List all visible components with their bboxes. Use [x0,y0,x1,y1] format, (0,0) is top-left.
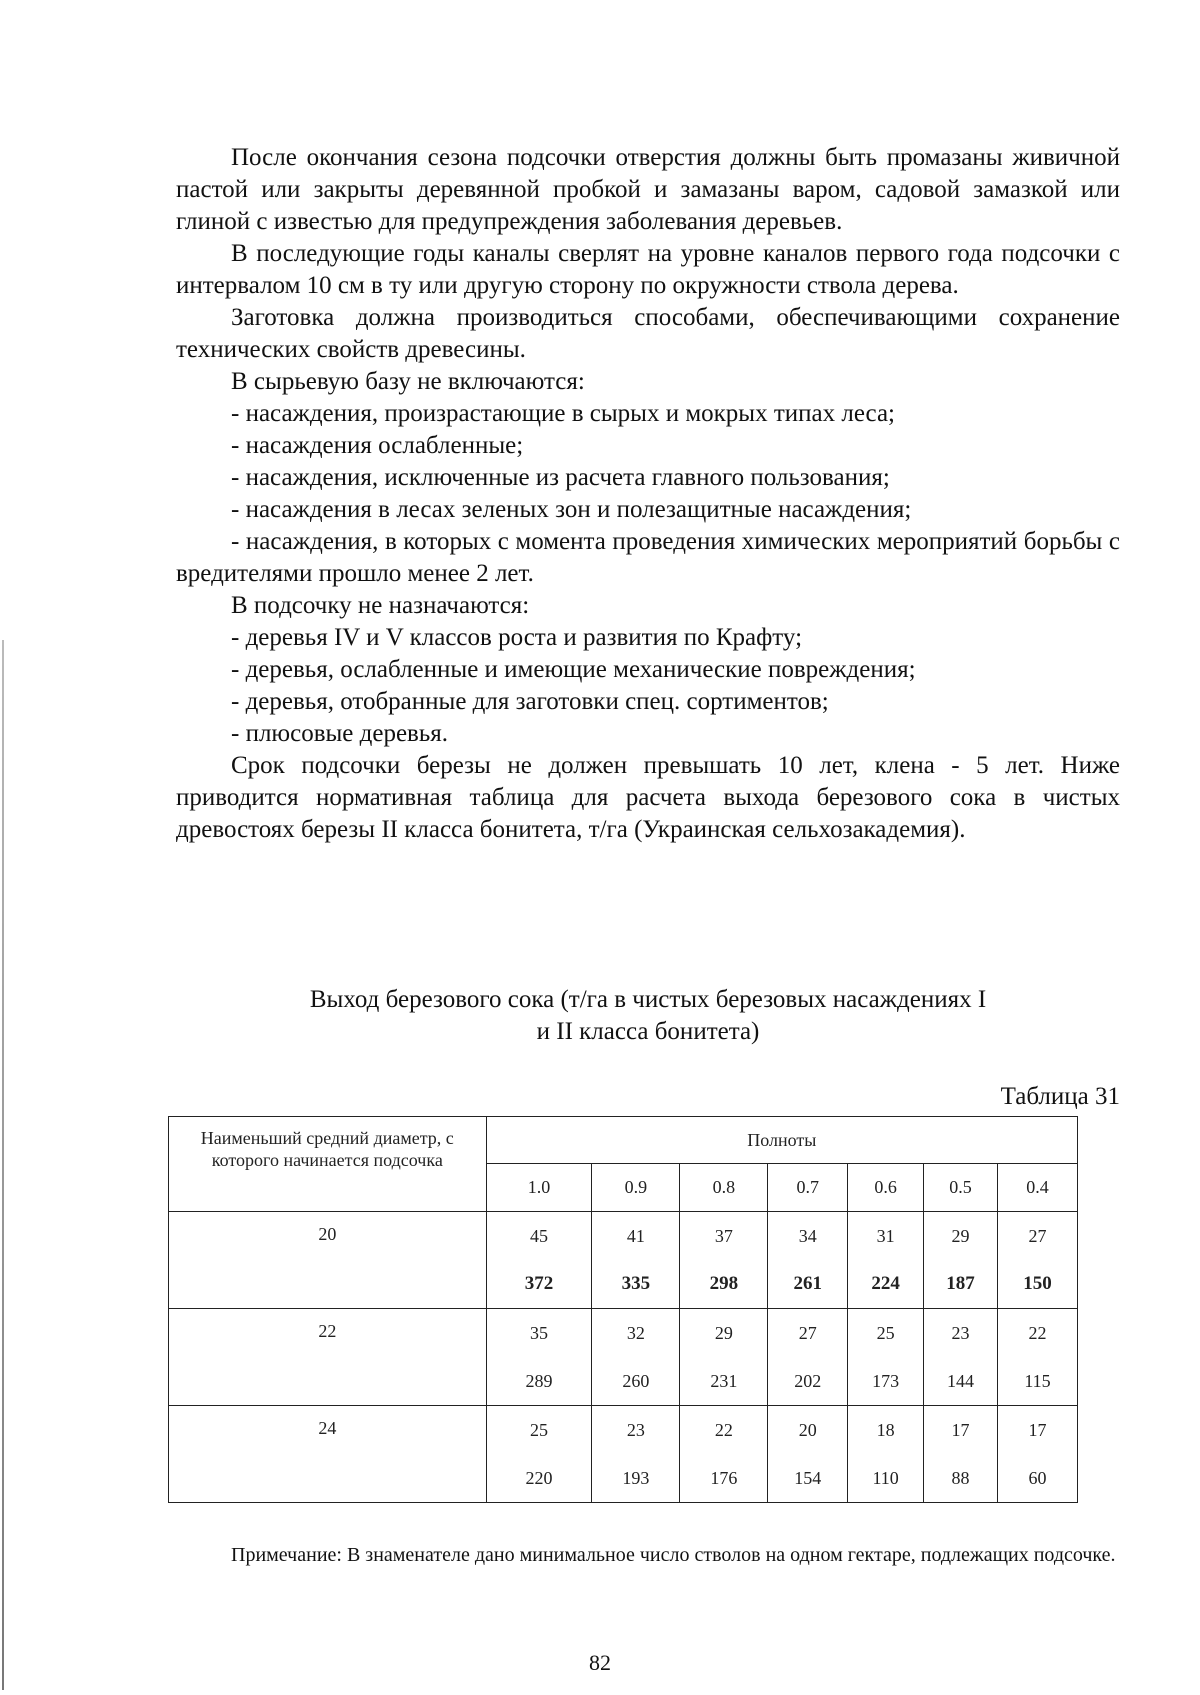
density-value: 0.4 [998,1164,1078,1212]
trunk-count-cell: 176 [680,1454,768,1503]
list-item: - насаждения, исключенные из расчета главного пользования; [231,464,890,491]
list-item: - насаждения в лесах зеленых зон и полезащитные насаждения; [231,496,912,523]
trunk-count-cell: 150 [998,1260,1078,1309]
yield-cell: 27 [768,1309,848,1358]
yield-cell: 22 [998,1309,1078,1358]
trunk-count-cell: 187 [924,1260,998,1309]
list-item: - деревья, ослабленные и имеющие механические повреждения; [231,656,916,683]
density-value: 0.8 [680,1164,768,1212]
diameter-cell: 20 [169,1212,487,1309]
table-row [169,1212,1078,1261]
yield-cell: 45 [486,1212,592,1261]
trunk-count-cell: 298 [680,1260,768,1309]
yield-cell: 23 [592,1406,680,1455]
density-value: 1.0 [486,1164,592,1212]
list-item: - насаждения ослабленные; [231,432,524,459]
trunk-count-cell: 115 [998,1357,1078,1406]
yield-cell: 23 [924,1309,998,1358]
trunk-count-cell: 220 [486,1454,592,1503]
density-value: 0.6 [848,1164,924,1212]
paragraph: В последующие годы каналы сверлят на уровне каналов первого года подсочки с интервалом 10 см в ту или другую сторону по окружности ствола дерева. [176,240,1120,299]
trunk-count-cell: 260 [592,1357,680,1406]
diameter-header: Наименьший средний диаметр, с которого начинается подсочка [169,1117,487,1212]
yield-cell: 32 [592,1309,680,1358]
trunk-count-cell: 154 [768,1454,848,1503]
table-caption-line: и II класса бонитета) [536,1018,760,1045]
diameter-cell: 22 [169,1309,487,1406]
diameter-cell: 24 [169,1406,487,1503]
yield-cell: 22 [680,1406,768,1455]
trunk-count-cell: 231 [680,1357,768,1406]
paragraph: Заготовка должна производиться способами, обеспечивающими сохранение технических свойств древесины. [176,304,1120,363]
trunk-count-cell: 372 [486,1260,592,1309]
yield-cell: 34 [768,1212,848,1261]
trunk-count-cell: 289 [486,1357,592,1406]
yield-cell: 29 [924,1212,998,1261]
trunk-count-cell: 193 [592,1454,680,1503]
list-item: - деревья IV и V классов роста и развития по Крафту; [231,624,803,651]
yield-cell: 17 [998,1406,1078,1455]
table-number: Таблица 31 [1000,1083,1120,1110]
list-item: - плюсовые деревья. [231,720,449,747]
table-row [169,1406,1078,1455]
yield-cell: 25 [486,1406,592,1455]
yield-cell: 35 [486,1309,592,1358]
scan-edge-line [2,640,4,1690]
paragraph: После окончания сезона подсочки отверстия должны быть промазаны живичной пастой или закрыты деревянной пробкой и замазаны варом, садовой замазкой или глиной с известью для предупреждения заболевания деревьев. [176,144,1120,235]
trunk-count-cell: 202 [768,1357,848,1406]
trunk-count-cell: 261 [768,1260,848,1309]
yield-cell: 18 [848,1406,924,1455]
table-caption [176,984,1120,1048]
trunk-count-cell: 144 [924,1357,998,1406]
list-item: - насаждения, произрастающие в сырых и мокрых типах леса; [231,400,896,427]
list-item: - деревья, отобранные для заготовки спец. сортиментов; [231,688,829,715]
yield-cell: 37 [680,1212,768,1261]
yield-cell: 41 [592,1212,680,1261]
excluded-intro: В сырьевую базу не включаются: [231,368,585,395]
page-number: 82 [589,1650,611,1675]
density-header: Полноты [486,1117,1077,1164]
body-text [176,142,1120,846]
trunk-count-cell: 60 [998,1454,1078,1503]
table-note: Примечание: В знаменателе дано минимальное число стволов на одном гектаре, подлежащих подсочке. [231,1544,1116,1566]
yield-cell: 27 [998,1212,1078,1261]
list-item: - насаждения, в которых с момента проведения химических мероприятий борьбы с вредителями прошло менее 2 лет. [176,528,1120,587]
density-value: 0.7 [768,1164,848,1212]
density-value: 0.5 [924,1164,998,1212]
yield-cell: 31 [848,1212,924,1261]
trunk-count-cell: 335 [592,1260,680,1309]
not-assigned-intro: В подсочку не назначаются: [231,592,530,619]
sap-yield-table [168,1116,1078,1503]
trunk-count-cell: 88 [924,1454,998,1503]
table-header-row [169,1117,1078,1164]
trunk-count-cell: 173 [848,1357,924,1406]
yield-cell: 25 [848,1309,924,1358]
density-value: 0.9 [592,1164,680,1212]
yield-cell: 17 [924,1406,998,1455]
paragraph: Срок подсочки березы не должен превышать 10 лет, клена - 5 лет. Ниже приводится нормативная таблица для расчета выхода березового сока в чистых древостоях березы II класса бонитета, т/га (Украинская сельхозакадемия). [176,752,1120,843]
table-caption-line: Выход березового сока (т/га в чистых березовых насаждениях I [309,986,987,1013]
yield-cell: 20 [768,1406,848,1455]
trunk-count-cell: 110 [848,1454,924,1503]
table-row [169,1309,1078,1358]
trunk-count-cell: 224 [848,1260,924,1309]
yield-cell: 29 [680,1309,768,1358]
